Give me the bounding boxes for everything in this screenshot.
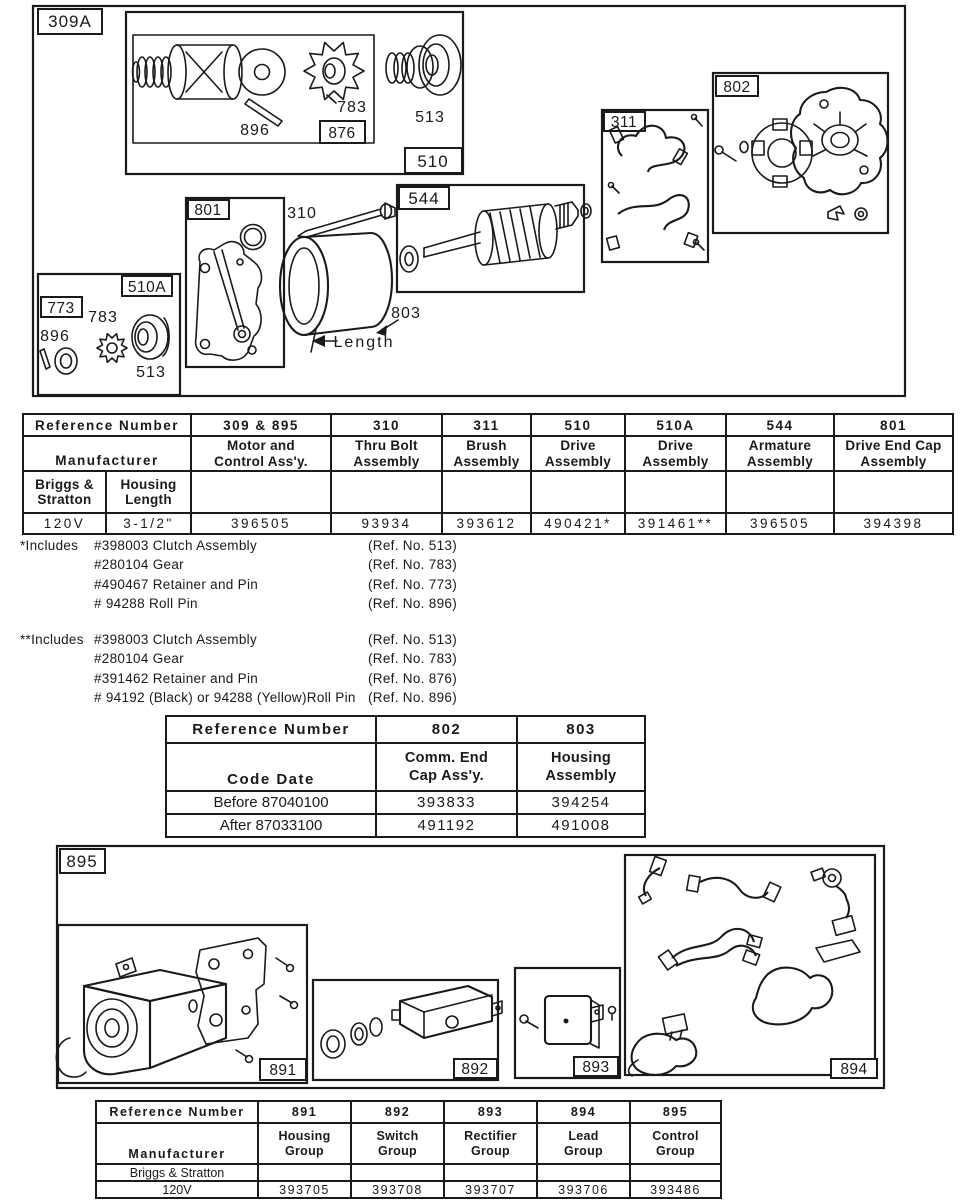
- thru-bolt-310-group: [287, 203, 395, 237]
- control-group-exploded-diagram: [0, 838, 966, 1096]
- ref-col-header: 891: [258, 1101, 351, 1123]
- note-label: **Includes: [20, 632, 84, 648]
- assembly-name-cell: Motor and Control Ass'y.: [191, 436, 331, 471]
- assembly-name-cell: Armature Assembly: [726, 436, 834, 471]
- note-ref: (Ref. No. 876): [368, 670, 457, 686]
- empty-cell: [625, 471, 726, 513]
- ref-col-header: 801: [834, 414, 953, 436]
- empty-cell: [726, 471, 834, 513]
- part-number-cell: 491192: [376, 814, 517, 837]
- switch-parts-drawing: [321, 986, 502, 1058]
- code-date-table: [165, 715, 646, 838]
- ref-col-header: 510A: [625, 414, 726, 436]
- voltage-cell: 120V: [23, 513, 106, 534]
- callout-876-label: 876: [328, 125, 356, 142]
- note-label: *Includes: [20, 538, 79, 553]
- assembly-name-cell: Housing Assembly: [517, 743, 645, 791]
- ref-col-header: 803: [517, 716, 645, 743]
- note-ref: (Ref. No. 896): [368, 690, 457, 706]
- group-name-cell: Control Group: [630, 1123, 721, 1164]
- group-name-cell: Switch Group: [351, 1123, 444, 1164]
- assembly-name-cell: Drive Assembly: [531, 436, 625, 471]
- part-label-housing: 803: [391, 305, 421, 322]
- assembly-name-cell: Brush Assembly: [442, 436, 531, 471]
- callout-893-label: 893: [582, 1059, 610, 1076]
- note-part: #490467 Retainer and Pin: [94, 576, 259, 592]
- part-number-cell: 393833: [376, 791, 517, 814]
- callout-892-label: 892: [461, 1061, 489, 1078]
- group-corner-header: Reference Number: [96, 1101, 258, 1123]
- includes-notes: [20, 538, 457, 709]
- empty-cell: [258, 1164, 351, 1181]
- note-ref: (Ref. No. 783): [368, 557, 457, 573]
- drive-assembly-510a-group: [38, 274, 180, 395]
- brand-cell: Briggs & Stratton: [96, 1164, 258, 1181]
- empty-cell: [630, 1164, 721, 1181]
- switch-group-892: [313, 980, 502, 1080]
- ref-col-header: 510: [531, 414, 625, 436]
- part-label-roll-pin: 896: [240, 122, 270, 139]
- housing-group-891: [56, 925, 307, 1083]
- note-group-2: [20, 632, 457, 709]
- part-number-cell: 391461**: [625, 513, 726, 534]
- drive-end-cap-801-group: [186, 198, 284, 367]
- code-date-row-label: After 87033100: [166, 814, 376, 837]
- ref-col-header: 311: [442, 414, 531, 436]
- end-cap-plate-drawing: [196, 225, 266, 361]
- note-part: #398003 Clutch Assembly: [94, 632, 257, 648]
- assembly-name-cell: Drive Assembly: [625, 436, 726, 471]
- ref-col-header: 310: [331, 414, 442, 436]
- part-number-cell: 393707: [444, 1181, 537, 1198]
- gear-783-drawing: [304, 43, 364, 100]
- note-part: # 94288 Roll Pin: [94, 595, 198, 611]
- assembly-name-cell: Comm. End Cap Ass'y.: [376, 743, 517, 791]
- part-number-cell: 393708: [351, 1181, 444, 1198]
- clutch-drum-drawing: [168, 45, 242, 99]
- code-date-row-label: Before 87040100: [166, 791, 376, 814]
- note-ref: (Ref. No. 513): [368, 538, 457, 553]
- main-diagram-frame: [33, 6, 905, 396]
- drive-clutch-513-drawing: [386, 35, 461, 95]
- ref-col-header: 892: [351, 1101, 444, 1123]
- rectifier-parts-drawing: [520, 996, 616, 1048]
- part-number-cell: 396505: [191, 513, 331, 534]
- control-group-frame: [57, 846, 884, 1088]
- main-corner-header: Reference Number: [23, 414, 191, 436]
- assembly-name-cell: Drive End Cap Assembly: [834, 436, 953, 471]
- brand-cell: Briggs & Stratton: [23, 471, 106, 513]
- callout-891-label: 891: [269, 1062, 297, 1079]
- ref-col-header: 894: [537, 1101, 630, 1123]
- part-label-thru-bolt: 310: [287, 205, 317, 222]
- callout-894-label: 894: [840, 1061, 868, 1078]
- code-date-header: Code Date: [166, 743, 376, 791]
- part-label-clutch: 513: [415, 109, 445, 126]
- part-label-alt-gear: 783: [88, 309, 118, 326]
- callout-801-label: 801: [194, 202, 222, 219]
- callout-309a-label: 309A: [48, 12, 92, 31]
- callout-544-label: 544: [408, 189, 440, 208]
- length-annotation: Length: [333, 334, 395, 351]
- part-number-cell: 394254: [517, 791, 645, 814]
- housing-length-header-cell: Housing Length: [106, 471, 191, 513]
- empty-cell: [531, 471, 625, 513]
- ref-col-header: 893: [444, 1101, 537, 1123]
- group-name-cell: Rectifier Group: [444, 1123, 537, 1164]
- callout-895-label: 895: [66, 852, 98, 871]
- callout-510a-label: 510A: [127, 279, 167, 296]
- note-ref: (Ref. No. 773): [368, 576, 457, 592]
- voltage-cell: 120V: [96, 1181, 258, 1198]
- drive-assembly-510-group: [126, 12, 463, 174]
- lead-wires-drawing: [629, 856, 860, 1076]
- part-number-cell: 393705: [258, 1181, 351, 1198]
- part-number-cell: 393486: [630, 1181, 721, 1198]
- part-label-alt-clutch: 513: [136, 364, 166, 381]
- part-number-cell: 396505: [726, 513, 834, 534]
- brush-wires-drawing: [607, 115, 704, 251]
- main-parts-table: [22, 413, 954, 535]
- note-part: #391462 Retainer and Pin: [94, 670, 259, 686]
- ref-col-header: 895: [630, 1101, 721, 1123]
- washer-drawing: [239, 49, 285, 95]
- end-cap-parts-drawing: [715, 88, 888, 220]
- ref-col-header: 544: [726, 414, 834, 436]
- note-part: #280104 Gear: [94, 651, 184, 667]
- lead-group-894: [625, 855, 877, 1078]
- mounting-bracket-drawing: [189, 938, 298, 1063]
- note-ref: (Ref. No. 783): [368, 651, 457, 667]
- armature-drawing: [400, 202, 591, 272]
- gear-housing-drawing: [56, 958, 226, 1077]
- part-label-gear: 783: [337, 99, 367, 116]
- note-part: #398003 Clutch Assembly: [94, 538, 257, 553]
- callout-802-label: 802: [723, 79, 751, 96]
- group-name-cell: Lead Group: [537, 1123, 630, 1164]
- ref-col-header: 309 & 895: [191, 414, 331, 436]
- part-label-alt-roll-pin: 896: [40, 328, 70, 345]
- manufacturer-header: Manufacturer: [96, 1123, 258, 1164]
- note-group-1: [20, 538, 457, 615]
- part-number-cell: 393706: [537, 1181, 630, 1198]
- comm-end-cap-802-group: [713, 73, 888, 233]
- empty-cell: [331, 471, 442, 513]
- armature-assembly-544-group: [397, 185, 591, 292]
- code-corner-header: Reference Number: [166, 716, 376, 743]
- note-part: # 94192 (Black) or 94288 (Yellow)Roll Pin: [94, 690, 356, 706]
- manufacturer-header: Manufacturer: [23, 436, 191, 471]
- part-number-cell: 93934: [331, 513, 442, 534]
- note-part: #280104 Gear: [94, 557, 184, 573]
- rectifier-group-893: [515, 968, 620, 1078]
- callout-311-label: 311: [610, 114, 638, 131]
- brush-assembly-311-group: [602, 110, 708, 262]
- starter-motor-exploded-diagram: [0, 0, 966, 412]
- empty-cell: [834, 471, 953, 513]
- empty-cell: [537, 1164, 630, 1181]
- empty-cell: [191, 471, 331, 513]
- empty-cell: [351, 1164, 444, 1181]
- empty-cell: [442, 471, 531, 513]
- housing-length-value-cell: 3-1/2": [106, 513, 191, 534]
- note-ref: (Ref. No. 896): [368, 595, 457, 611]
- note-ref: (Ref. No. 513): [368, 632, 457, 648]
- part-number-cell: 394398: [834, 513, 953, 534]
- callout-510-label: 510: [417, 152, 449, 171]
- part-number-cell: 491008: [517, 814, 645, 837]
- empty-cell: [444, 1164, 537, 1181]
- assembly-name-cell: Thru Bolt Assembly: [331, 436, 442, 471]
- ref-col-header: 802: [376, 716, 517, 743]
- part-number-cell: 393612: [442, 513, 531, 534]
- group-parts-table: [95, 1100, 722, 1199]
- part-number-cell: 490421*: [531, 513, 625, 534]
- drive-spring-drawing: [133, 57, 172, 87]
- callout-773-label: 773: [47, 300, 75, 317]
- group-name-cell: Housing Group: [258, 1123, 351, 1164]
